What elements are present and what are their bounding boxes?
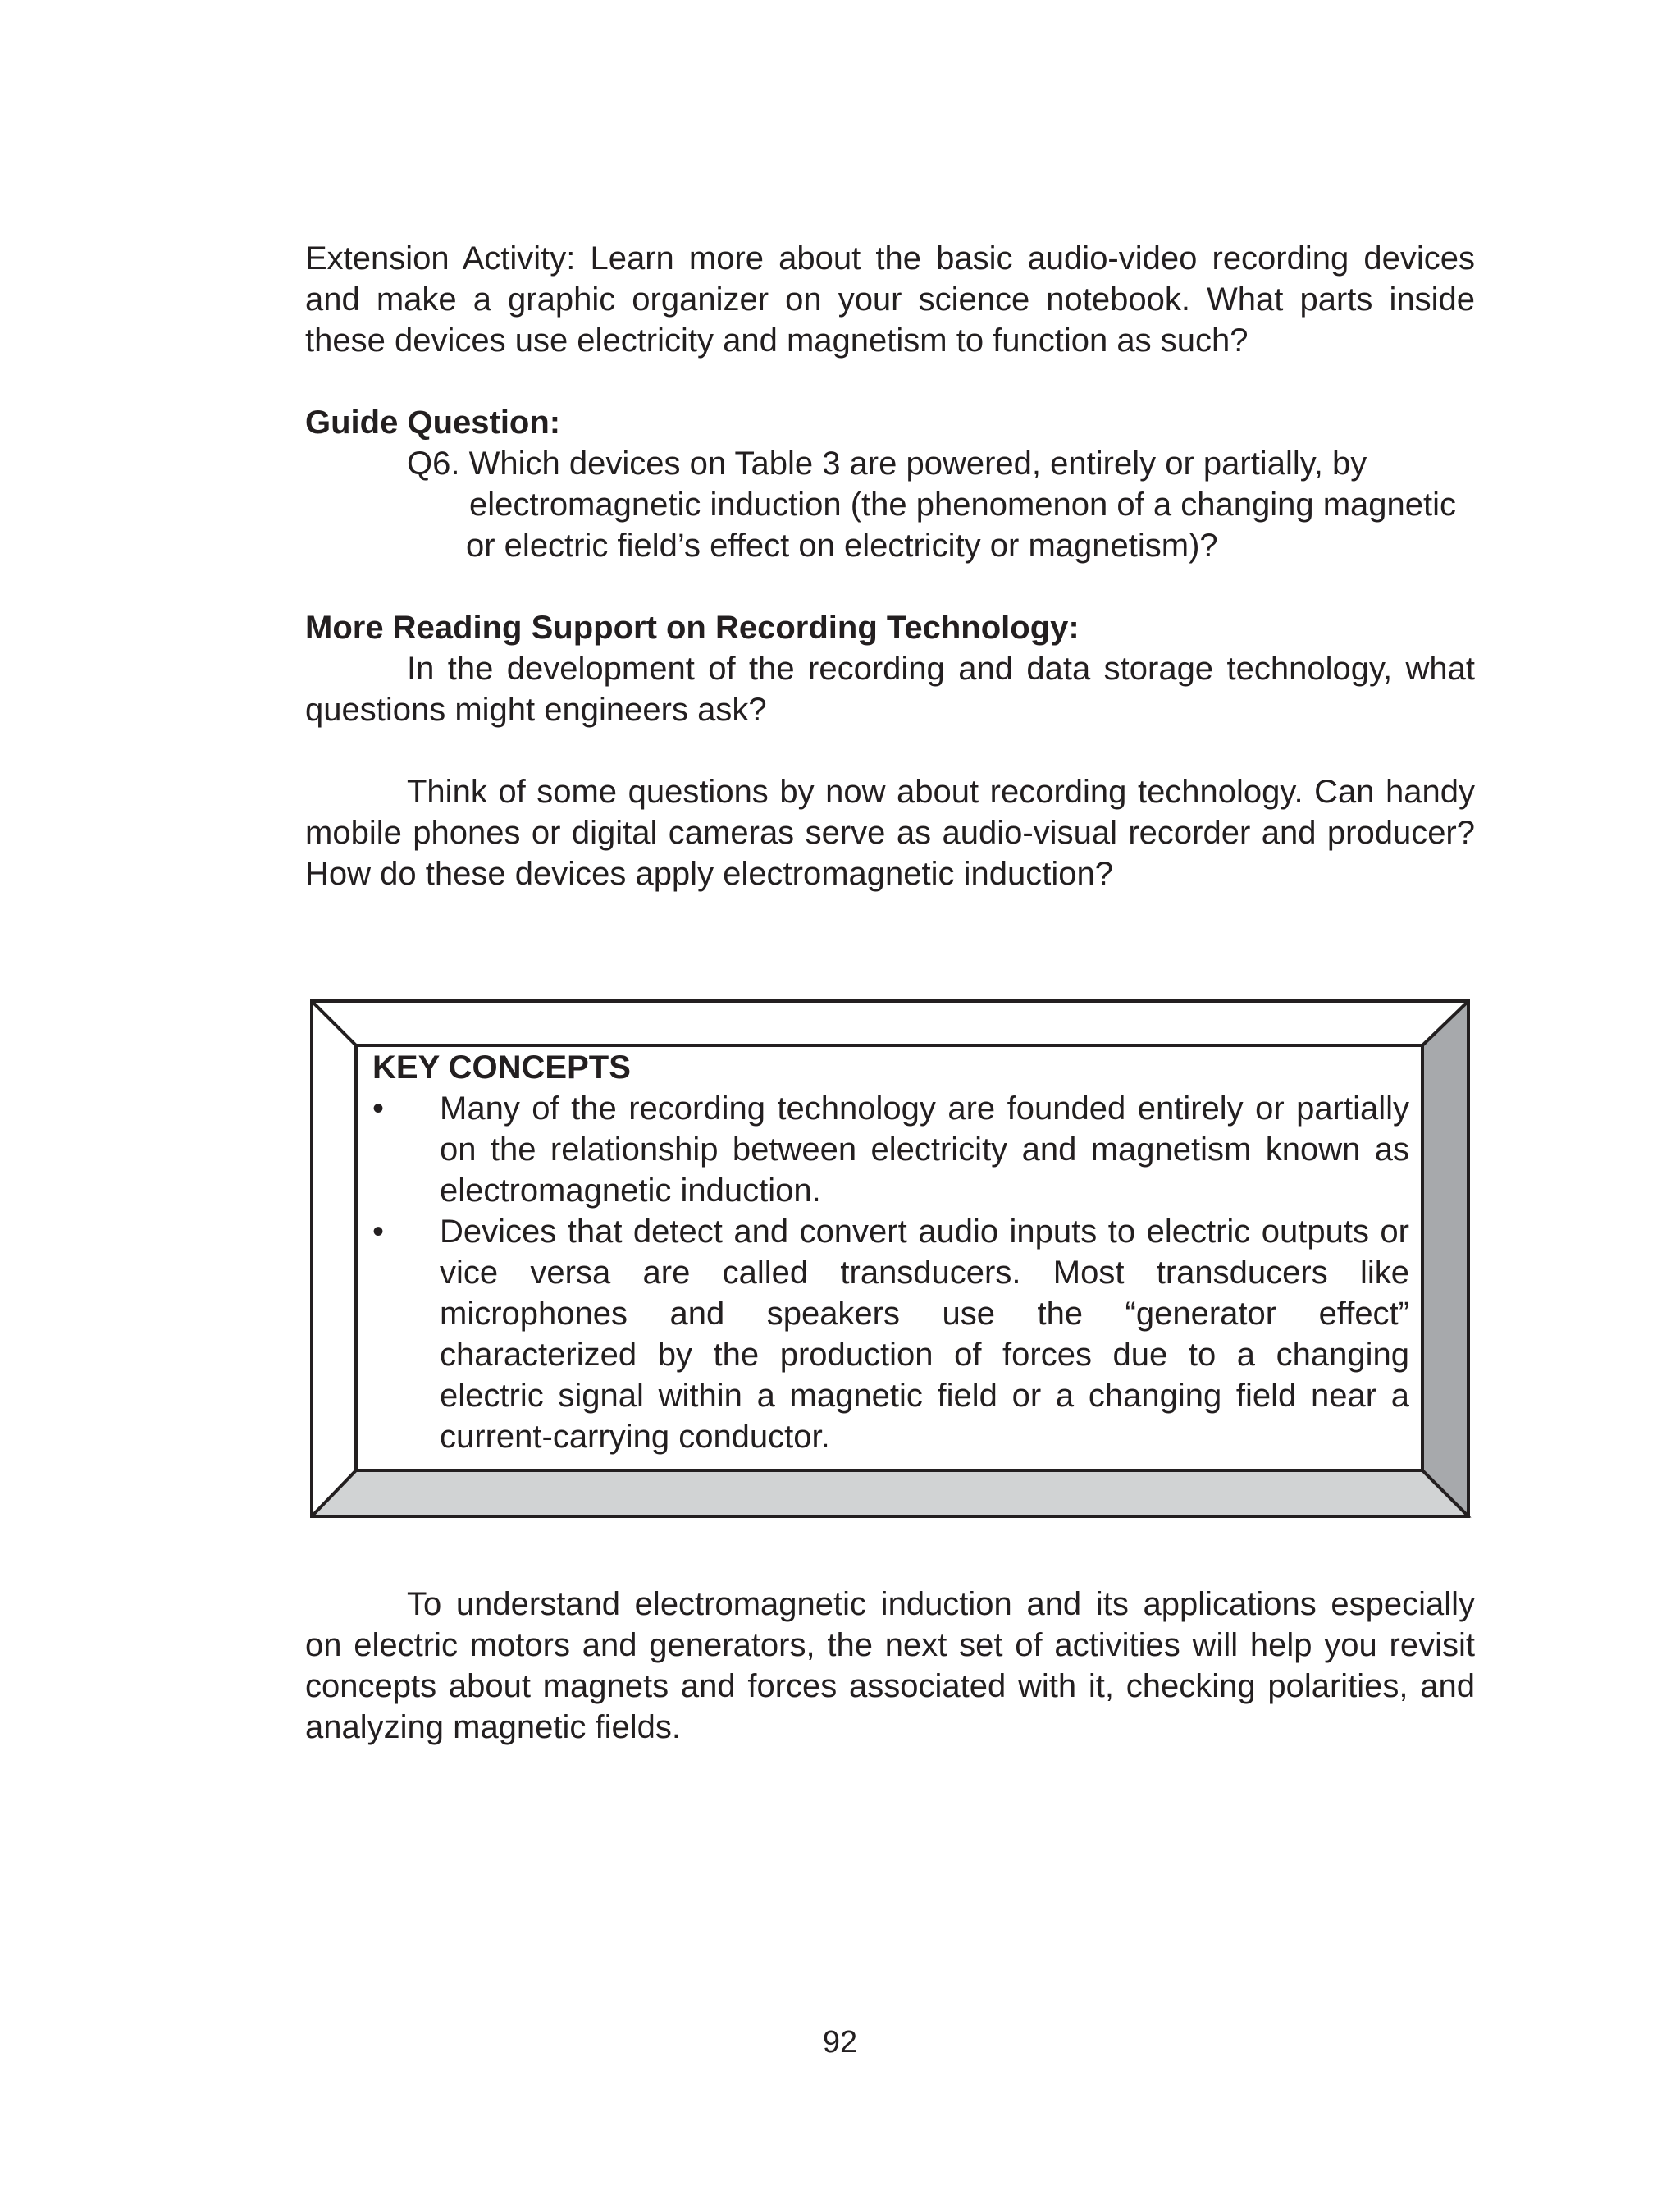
key-concepts-content (356, 1047, 1409, 1457)
key-concepts-list (356, 1088, 1409, 1457)
key-concept-text-2: Devices that detect and convert audio inputs to electric outputs or vice versa are called transducers. Most transducers like microphones and speakers use the “generator effect” characterized by the production of forces due to a changing electric signal within a magnetic field or a changing field near a current-carrying conductor. (440, 1214, 1409, 1455)
page-number: 92 (822, 2025, 858, 2060)
key-concept-item (372, 1211, 1409, 1457)
key-concept-item (372, 1088, 1409, 1211)
key-concept-text-1: Many of the recording technology are founded entirely or partially on the relationship between electricity and magnetism known as electromagnetic induction. (440, 1090, 1409, 1209)
extension-activity-text: Extension Activity: Learn more about the basic audio-video recording devices and make a graphic organizer on your science notebook. What parts inside these devices use electricity and magnetism to function as such? (305, 240, 1475, 359)
right-bevel (1422, 1001, 1468, 1516)
guide-question-heading: Guide Question: (305, 405, 561, 441)
reading-support-text-2: Think of some questions by now about recording technology. Can handy mobile phones or digital cameras serve as audio-visual recorder and producer? How do these devices apply electromagnetic induction? (305, 774, 1475, 892)
bullet-icon: • (372, 1090, 385, 1127)
closing-text: To understand electromagnetic induction and its applications especially on electric motors and generators, the next set of activities will help you revisit concepts about magnets and forces associated with it, checking polarities, and analyzing magnetic fields. (305, 1586, 1475, 1745)
guide-question-q6 (407, 443, 1475, 566)
q6-line-1: Q6. Which devices on Table 3 are powered, entirely or partially, by (407, 446, 1367, 482)
key-concepts-title: KEY CONCEPTS (372, 1049, 631, 1086)
bottom-bevel (312, 1470, 1468, 1516)
closing-paragraph (305, 1584, 1475, 1748)
reading-support-heading: More Reading Support on Recording Technology: (305, 610, 1080, 646)
bullet-icon: • (372, 1214, 385, 1250)
q6-line-2: electromagnetic induction (the phenomenon of a changing magnetic (469, 487, 1457, 523)
reading-support-paragraph-2 (305, 771, 1475, 894)
corner-line-top-left (312, 1001, 356, 1045)
q6-line-3: or electric field’s effect on electricity or magnetism)? (466, 528, 1218, 564)
reading-support-paragraph-1 (305, 648, 1475, 730)
reading-support-text-1: In the development of the recording and data storage technology, what questions might engineers ask? (305, 651, 1475, 728)
extension-activity-paragraph (305, 238, 1475, 361)
